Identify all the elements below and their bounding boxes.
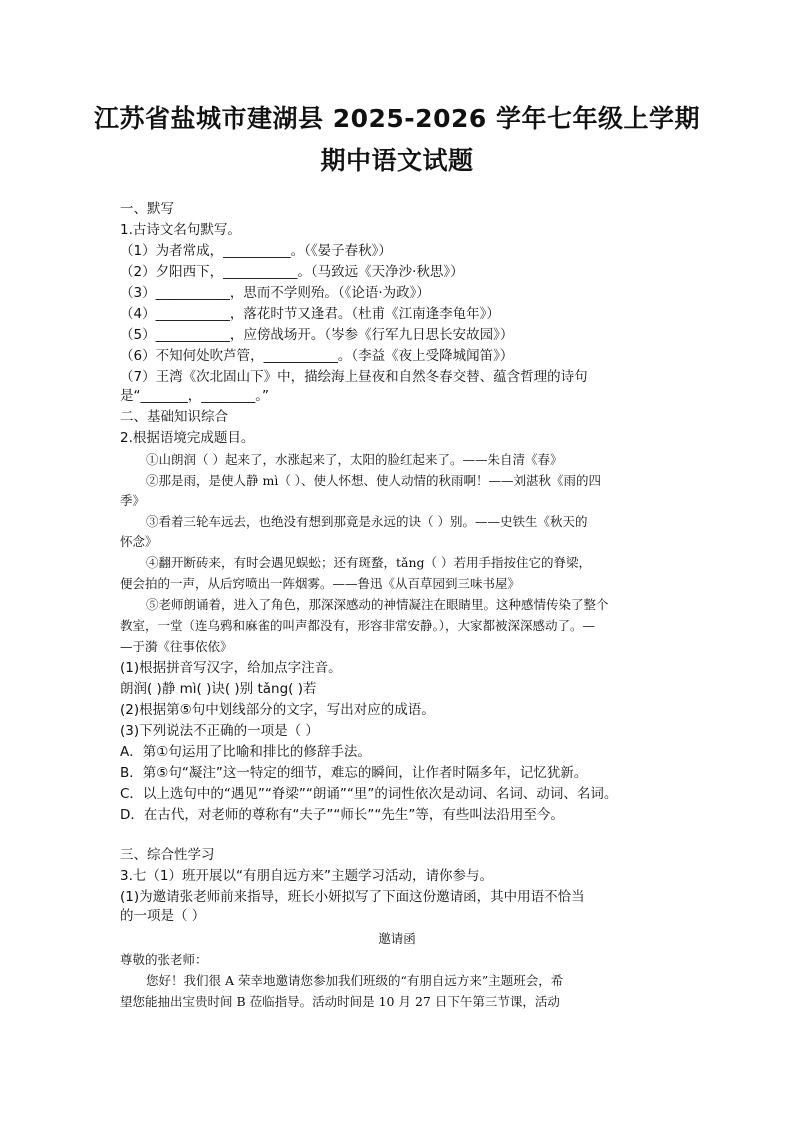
q1-item-4: （4）___________，落花时节又逢君。（杜甫《江南逢李龟年》）	[120, 306, 500, 322]
question-2-prompt: 2.根据语境完成题目。	[120, 430, 255, 446]
q1-item-7-cont: 是“_______，________。”	[120, 388, 269, 404]
invitation-salutation: 尊敬的张老师：	[120, 952, 208, 967]
q2-sentence-5: ⑤老师朗诵着，进入了角色，那深深感动的神情凝注在眼睛里。这种感情传染了整个	[146, 597, 609, 612]
q3-subquestion-1: (1)为邀请张老师前来指导，班长小妍拟写了下面这份邀请函，其中用语不恰当	[120, 889, 585, 905]
q2-subquestion-1-blanks: 朗润( )静 mì( )诀( )别 tǎng( )若	[120, 681, 317, 697]
q2-sentence-5-cont: 教室，一堂（连乌鸦和麻雀的叫声都没有，形容非常安静。），大家都被深深感动了。—	[120, 618, 596, 633]
q1-item-6: （6）不知何处吹芦管，___________。（李益《夜上受降城闻笛》）	[120, 348, 514, 364]
q3-subquestion-1-cont: 的一项是（ ）	[120, 908, 206, 924]
q2-subquestion-1: (1)根据拼音写汉字，给加点字注音。	[120, 660, 342, 676]
section-heading-dictation: 一、默写	[120, 201, 174, 217]
q2-option-d: D．在古代，对老师的尊称有“夫子”“师长”“先生”等，有些叫法沿用至今。	[120, 807, 564, 823]
q1-item-5: （5）___________，应傍战场开。（岑参《行军九日思长安故园》）	[120, 327, 514, 343]
q2-sentence-1: ①山朗润（ ）起来了，水涨起来了，太阳的脸红起来了。——朱自清《春》	[146, 452, 563, 467]
page-title-line-2: 期中语文试题	[320, 146, 474, 175]
invitation-title: 邀请函	[378, 931, 416, 946]
page-title-line-1: 江苏省盐城市建湖县 2025-2026 学年七年级上学期	[94, 104, 700, 133]
q2-subquestion-2: (2)根据第⑤句中划线部分的文字，写出对应的成语。	[120, 702, 435, 718]
q2-option-b: B．第⑤句“凝注”这一特定的细节，难忘的瞬间，让作者时隔多年，记忆犹新。	[120, 765, 588, 781]
invitation-body-line-2: 望您能抽出宝贵时间 B 莅临指导。活动时间是 10 月 27 日下午第三节课，活动	[120, 994, 560, 1009]
q2-sentence-3: ③看着三轮车远去，也绝没有想到那竟是永远的诀（ ）别。——史铁生《秋天的	[146, 514, 588, 529]
q1-item-3: （3）___________，思而不学则殆。（《论语·为政》）	[120, 285, 430, 301]
q2-option-a: A．第①句运用了比喻和排比的修辞手法。	[120, 744, 371, 760]
q1-item-1: （1）为者常成，__________。（《晏子春秋》）	[120, 243, 392, 259]
q2-sentence-4-cont: 便会拍的一声，从后窍喷出一阵烟雾。——鲁迅《从百草园到三味书屋》	[120, 576, 521, 591]
q2-sentence-5-source: —于漪《往事依依》	[120, 639, 233, 654]
q2-sentence-2: ②那是雨，是使人静 mì（ ）、使人怀想、使人动情的秋雨啊！——刘湛秋《雨的四	[146, 473, 602, 488]
q2-sentence-3-cont: 怀念》	[120, 534, 158, 549]
q1-item-7: （7）王湾《次北固山下》中，描绘海上昼夜和自然冬春交替、蕴含哲理的诗句	[120, 369, 588, 385]
q2-sentence-2-cont: 季》	[120, 493, 146, 508]
q1-item-2: （2）夕阳西下，___________。（马致远《天净沙·秋思》）	[120, 264, 464, 280]
q2-sentence-4: ④翻开断砖来，有时会遇见蜈蚣；还有斑蝥，tǎng（ ）若用手指按住它的脊梁，	[146, 555, 592, 570]
question-1-prompt: 1.古诗文名句默写。	[120, 222, 241, 238]
invitation-body-line-1: 您好！我们很 A 荣幸地邀请您参加我们班级的“有朋自远方来”主题班会，希	[146, 973, 564, 988]
q2-option-c: C．以上选句中的“遇见”“脊梁”“朗诵”“里”的词性依次是动词、名词、动词、名词。	[120, 786, 618, 802]
question-3-prompt: 3.七（1）班开展以“有朋自远方来”主题学习活动，请你参与。	[120, 868, 493, 884]
section-heading-basics: 二、基础知识综合	[120, 409, 228, 425]
q2-subquestion-3: (3)下列说法不正确的一项是（ ）	[120, 723, 319, 739]
section-heading-comprehensive: 三、综合性学习	[120, 847, 215, 863]
